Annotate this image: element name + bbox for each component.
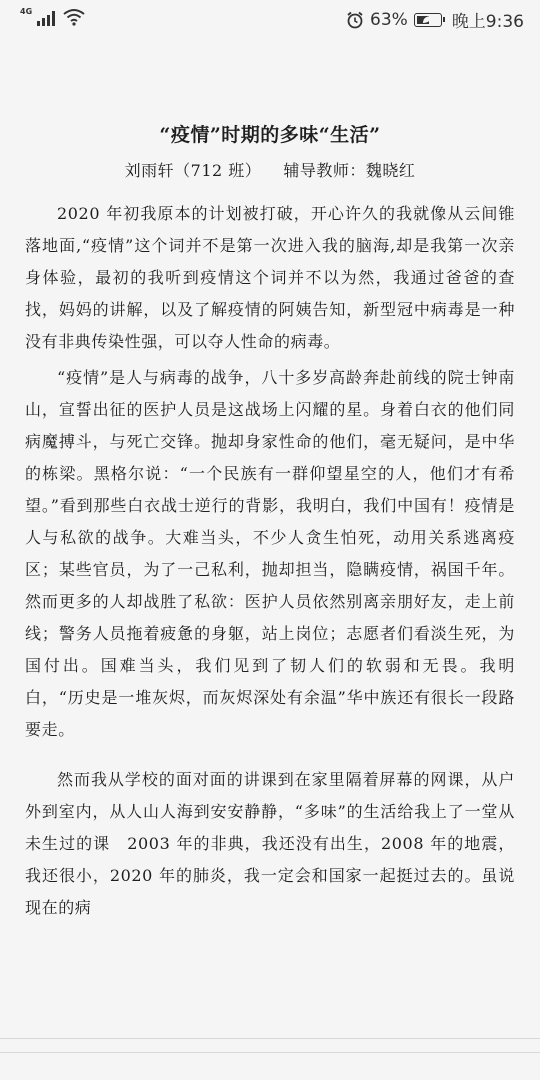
status-bar	[0, 0, 540, 36]
wifi-icon	[63, 8, 85, 26]
paragraph-2: “疫情”是人与病毒的战争，八十多岁高龄奔赴前线的院士钟南山，宣誓出征的医护人员是这战场上闪耀的星。身着白衣的他们同病魔搏斗，与死亡交锋。抛却身家性命的他们，毫无疑问，是中华的栋梁。黑格尔说：“一个民族有一群仰望星空的人，他们才有希望。”看到那些白衣战士逆行的背影，我明白，我们中国有！疫情是人与私欲的战争。大难当头，不少人贪生怕死，动用关系逃离疫区；某些官员，为了一己私利，抛却担当，隐瞒疫情，祸国千年。然而更多的人却战胜了私欲：医护人员依然别离亲朋好友，走上前线；警务人员拖着疲惫的身躯，站上岗位；志愿者们看淡生死，为国付出。国难当头，我们见到了韧人们的软弱和无畏。我明白，“历史是一堆灰烬，而灰烬深处有余温”华中族还有很长一段路要走。	[25, 368, 515, 739]
battery-percent: 63%	[370, 9, 408, 30]
advisor-name: 辅导教师：魏晓红	[283, 161, 416, 180]
byline	[0, 158, 540, 184]
status-left	[20, 8, 85, 26]
author-name: 刘雨轩（712 班）	[124, 161, 262, 180]
status-right	[346, 7, 524, 32]
document-page	[0, 110, 540, 924]
alarm-icon	[346, 11, 364, 29]
battery-icon	[414, 13, 442, 27]
network-type: 4G	[20, 7, 33, 16]
bottom-divider-lower	[0, 1052, 540, 1053]
document-title: “疫情”时期的多味“生活”	[159, 124, 381, 146]
paragraph-1: 2020 年初我原本的计划被打破，开心许久的我就像从云间锥落地面,“疫情”这个词并不是第一次进入我的脑海,却是我第一次亲身体验，最初的我听到疫情这个词并不以为然，我通过爸爸的查找，妈妈的讲解，以及了解疫情的阿姨告知，新型冠中病毒是一种没有非典传染性强，可以夺人性命的病毒。	[25, 204, 515, 351]
clock-time: 晚上9:36	[451, 12, 524, 32]
signal-icon	[37, 10, 55, 26]
paragraph-3: 然而我从学校的面对面的讲课到在家里隔着屏幕的网课，从户外到室内，从人山人海到安安静静，“多味”的生活给我上了一堂从未生过的课 2003 年的非典，我还没有出生，2008 年的地震，我还很小，2020 年的肺炎，我一定会和国家一起挺过去的。虽说现在的病	[25, 770, 515, 917]
power-saving-leaf-icon	[422, 15, 433, 24]
bottom-divider	[0, 1038, 540, 1039]
